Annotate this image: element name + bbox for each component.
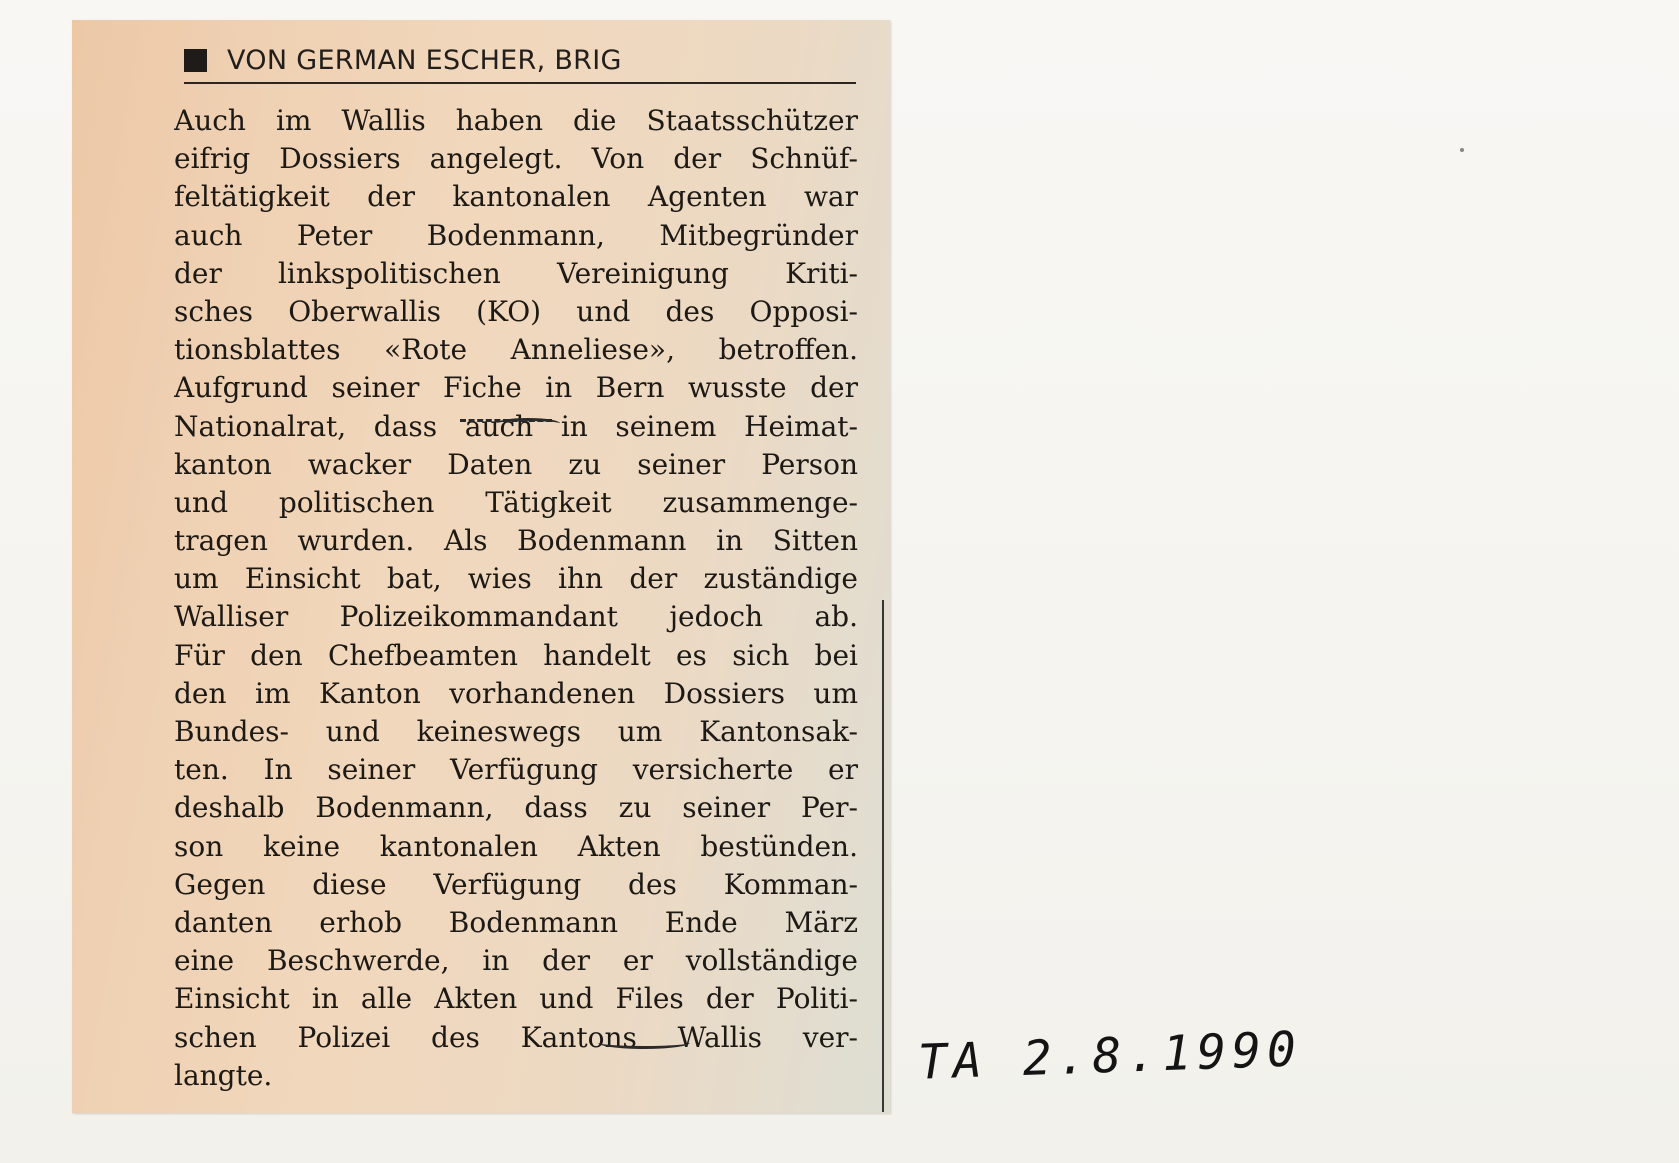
article-line: son keine kantonalen Akten bestünden. xyxy=(174,829,858,863)
article-line: tragen wurden. Als Bodenmann in Sitten xyxy=(174,524,858,558)
article-line: deshalb Bodenmann, dass zu seiner Per- xyxy=(174,791,858,825)
article-line: ten. In seiner Verfügung versicherte er xyxy=(174,753,858,787)
article-line: Auch im Wallis haben die Staatsschützer xyxy=(174,104,858,137)
handwritten-overline-mark xyxy=(496,418,560,429)
byline-text: VON GERMAN ESCHER, BRIG xyxy=(227,44,622,76)
article-line: feltätigkeit der kantonalen Agenten war xyxy=(174,180,858,214)
article-line: Gegen diese Verfügung des Komman- xyxy=(174,867,858,901)
article-line: um Einsicht bat, wies ihn der zuständige xyxy=(174,562,858,596)
article-line: langte. xyxy=(174,1058,273,1092)
article-line: schen Polizei des Kantons Wallis ver- xyxy=(174,1020,858,1054)
article-line: auch Peter Bodenmann, Mitbegründer xyxy=(174,218,858,252)
article-line: kanton wacker Daten zu seiner Person xyxy=(174,447,858,481)
handwritten-date-note: TA 2.8.1990 xyxy=(917,1021,1303,1091)
article-body xyxy=(174,102,858,1095)
handwritten-underline-mark xyxy=(598,1036,690,1049)
paper-speck xyxy=(1460,148,1464,152)
article-line: eifrig Dossiers angelegt. Von der Schnüf- xyxy=(174,142,858,176)
clipping-column-rule xyxy=(882,600,884,1112)
article-line: Bundes- und keineswegs um Kantonsak- xyxy=(174,715,858,748)
square-bullet-icon xyxy=(184,49,207,72)
article-line: der linkspolitischen Vereinigung Kriti- xyxy=(174,256,858,290)
article-line: tionsblattes «Rote Anneliese», betroffen. xyxy=(174,333,858,367)
article-line: den im Kanton vorhandenen Dossiers um xyxy=(174,676,858,710)
article-line: Für den Chefbeamten handelt es sich bei xyxy=(174,638,858,672)
article-line: Nationalrat, dass auch in seinem Heimat- xyxy=(174,409,858,443)
article-line: und politischen Tätigkeit zusammenge- xyxy=(174,485,858,519)
article-line: Aufgrund seiner Fiche in Bern wusste der xyxy=(174,371,858,405)
article-line: danten erhob Bodenmann Ende März xyxy=(174,905,858,939)
article-line: eine Beschwerde, in der er vollständige xyxy=(174,944,858,978)
article-line: sches Oberwallis (KO) und des Opposi- xyxy=(174,294,858,328)
article-line: Einsicht in alle Akten und Files der Politi- xyxy=(174,982,858,1016)
article-line: Walliser Polizeikommandant jedoch ab. xyxy=(174,600,858,634)
byline xyxy=(184,38,856,84)
